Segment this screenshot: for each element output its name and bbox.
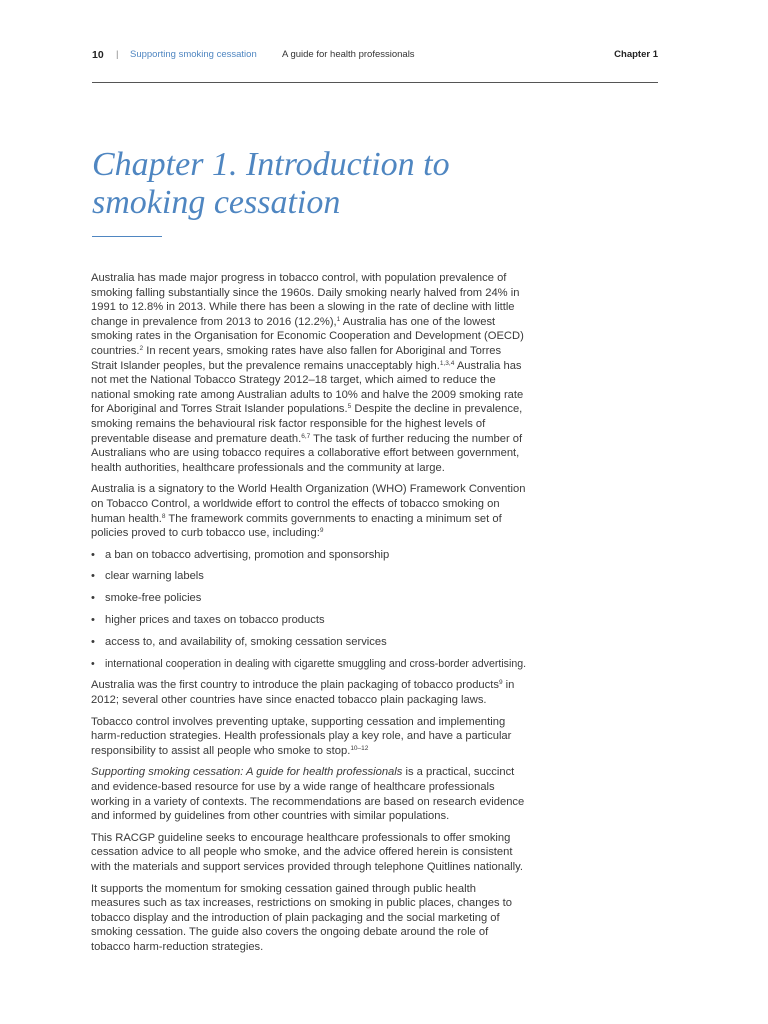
- citation: 8: [161, 512, 166, 520]
- list-item-text: smoke-free policies: [105, 592, 202, 605]
- paragraph-1: [91, 271, 527, 475]
- chapter-title-line-2: smoking cessation: [92, 184, 341, 221]
- header-divider: [92, 82, 658, 83]
- paragraph-4-text-a: Tobacco control involves preventing uptake, supporting cessation and implementing harm-reduction strategies. Health professionals play a key role, and have a particular responsibility to assist all people who smoke to stop.: [91, 715, 512, 757]
- guide-title-reference: Supporting smoking cessation: A guide for health professionals: [91, 766, 403, 779]
- citation: 9: [319, 527, 324, 535]
- bullet-icon: •: [91, 635, 95, 648]
- paragraph-3-text-a: Australia was the first country to introduce the plain packaging of tobacco products: [91, 679, 499, 692]
- running-header: [92, 47, 658, 63]
- list-item-text: clear warning labels: [105, 570, 204, 583]
- list-item: [91, 569, 527, 584]
- paragraph-2: [91, 482, 527, 540]
- list-item: [91, 591, 527, 606]
- citation: 6,7: [301, 432, 311, 440]
- chapter-label: Chapter 1: [614, 49, 658, 60]
- chapter-title-line-1: Chapter 1. Introduction to: [92, 146, 450, 183]
- guide-title: Supporting smoking cessation: [130, 49, 257, 60]
- paragraph-1-text-e: Despite the decline in prevalence, smoking remains the behavioural risk factor responsible for the highest levels of preventable disease and premature death.: [91, 403, 523, 445]
- list-item-text: international cooperation in dealing with cigarette smuggling and cross-border advertising.: [105, 657, 527, 670]
- citation: 1: [336, 315, 341, 323]
- list-item-text: access to, and availability of, smoking cessation services: [105, 635, 387, 648]
- title-underline: [92, 236, 162, 237]
- guide-subtitle: A guide for health professionals: [282, 49, 415, 60]
- chapter-title: [92, 146, 592, 222]
- paragraph-1-text-d: Australia has not met the National Tobacco Strategy 2012–18 target, which aimed to reduce the national smoking rate among Australian adults to 10% and halve the 2009 smoking rate for Aboriginal and Torres Strait Islander populations.: [91, 359, 524, 416]
- citation: 5: [347, 403, 352, 411]
- paragraph-1-text-a: Australia has made major progress in tobacco control, with population prevalence of smoking falling substantially since the 1960s. Daily smoking nearly halved from 24% in 1991 to 12.8% in 2013. While there has been a slowing in the rate of decline with little change in prevalence from 2013 to 2016 (12.2%),: [91, 272, 520, 328]
- list-item: [91, 635, 527, 650]
- list-item: [91, 548, 527, 563]
- policy-list: [91, 548, 527, 672]
- bullet-icon: •: [91, 657, 95, 670]
- header-separator: |: [116, 49, 119, 60]
- list-item: [91, 657, 527, 672]
- list-item-text: higher prices and taxes on tobacco products: [105, 614, 325, 627]
- citation: 1,3,4: [439, 359, 455, 367]
- paragraph-1-text-f: The task of further reducing the number of Australians who are using tobacco requires a collaborative effort between government, health authorities, healthcare professionals and the community at large.: [91, 432, 523, 474]
- list-item-text: a ban on tobacco advertising, promotion and sponsorship: [105, 548, 390, 561]
- paragraph-6: This RACGP guideline seeks to encourage healthcare professionals to offer smoking cessation advice to all people who smoke, and the advice offered herein is consistent with the materials and support services provided through telephone Quitlines nationally.: [91, 831, 524, 873]
- paragraph-1-text-c: In recent years, smoking rates have also fallen for Aboriginal and Torres Strait Islander peoples, but the prevalence remains unacceptably high.: [91, 344, 502, 372]
- bullet-icon: •: [91, 548, 95, 561]
- body-text: [91, 271, 527, 961]
- paragraph-2-text-a: Australia is a signatory to the World Health Organization (WHO) Framework Convention on Tobacco Control, a worldwide effort to control the effects of tobacco smoking on human health.: [91, 483, 526, 525]
- citation: 2: [139, 344, 144, 352]
- list-item: [91, 613, 527, 628]
- paragraph-5: [91, 765, 527, 823]
- paragraph-7: It supports the momentum for smoking cessation gained through public health measures such as tax increases, restrictions on smoking in public places, changes to tobacco display and the introduction of plain packaging and the social marketing of smoking cessation. The guide also covers the ongoing debate around the role of tobacco harm-reduction strategies.: [91, 882, 512, 953]
- paragraph-1-text-b: Australia has one of the lowest smoking rates in the Organisation for Economic Cooperation and Development (OECD) countries.: [91, 315, 524, 357]
- bullet-icon: •: [91, 592, 95, 605]
- paragraph-2-text-b: The framework commits governments to enacting a minimum set of policies proved to curb tobacco use, including:: [91, 512, 502, 540]
- paragraph-4: [91, 715, 527, 759]
- paragraph-3: [91, 678, 527, 707]
- citation: 9: [498, 679, 503, 687]
- paragraph-3-text-b: in 2012; several other countries have since enacted tobacco plain packaging laws.: [91, 679, 515, 706]
- page-number: 10: [92, 49, 104, 61]
- paragraph-5-text: is a practical, succinct and evidence-based resource for use by a wide range of healthcare professionals working in a variety of contexts. The recommendations are based on research evidence and informed by guidelines from other countries with similar populations.: [91, 766, 525, 823]
- bullet-icon: •: [91, 614, 95, 627]
- bullet-icon: •: [91, 570, 95, 583]
- citation: 10–12: [350, 744, 369, 752]
